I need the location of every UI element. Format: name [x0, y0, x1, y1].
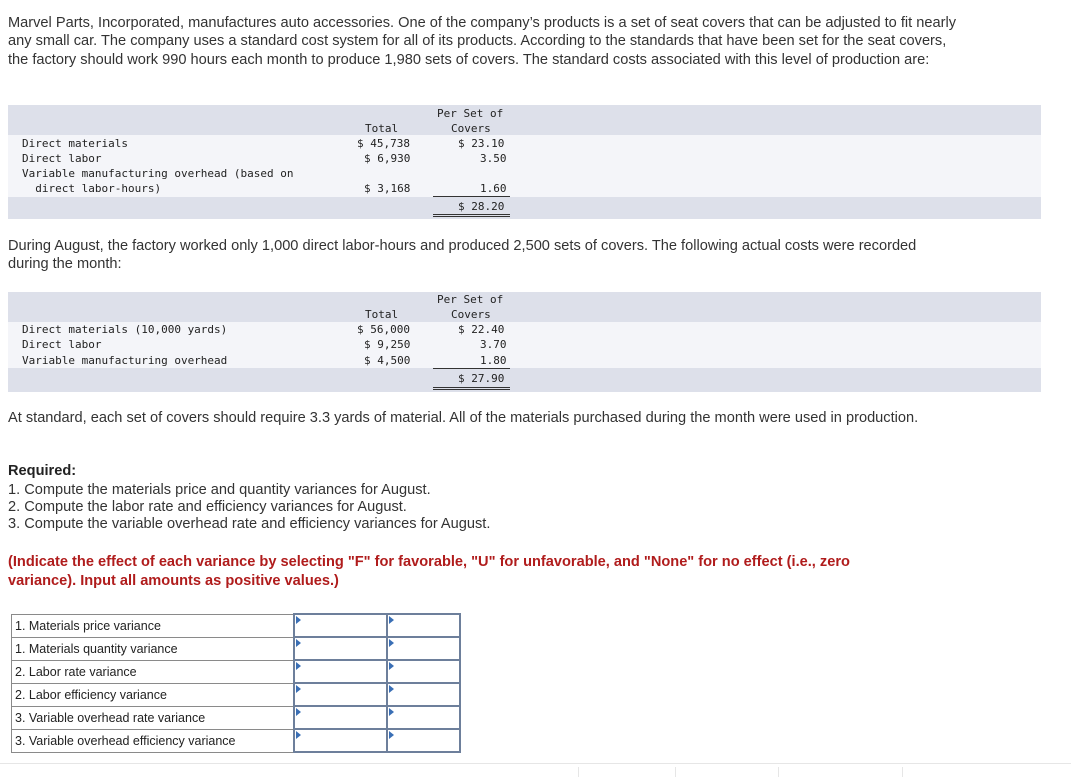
- answer-row: [12, 637, 461, 660]
- bottom-divider-tick: [902, 767, 903, 777]
- dropdown-marker-icon: [389, 685, 394, 693]
- standard-row-per-set: $ 23.10: [458, 137, 505, 150]
- answer-row-label: 3. Variable overhead efficiency variance: [12, 729, 295, 752]
- standard-paragraph: At standard, each set of covers should require 3.3 yards of material. All of the materials purchased during the month were used in production.: [8, 410, 919, 426]
- answer-row-label: 2. Labor rate variance: [12, 660, 295, 683]
- standard-subtotal-underline: [433, 196, 510, 197]
- field-marker-icon: [296, 616, 301, 624]
- answer-row: [12, 614, 461, 637]
- field-marker-icon: [296, 662, 301, 670]
- field-marker-icon: [296, 731, 301, 739]
- standard-row-label-continued: direct labor-hours): [22, 182, 162, 195]
- effect-select[interactable]: [387, 683, 460, 706]
- actual-grand-total: $ 27.90: [458, 372, 505, 385]
- answer-row: [12, 706, 461, 729]
- bottom-divider-tick: [578, 767, 579, 777]
- actual-row-per-set: 3.70: [480, 338, 507, 351]
- answer-row-label: 3. Variable overhead rate variance: [12, 706, 295, 729]
- amount-input[interactable]: [294, 729, 387, 752]
- amount-input[interactable]: [294, 660, 387, 683]
- august-paragraph: During August, the factory worked only 1,000 direct labor-hours and produced 2,500 sets of covers. The following actual costs were recorded during the month:: [8, 238, 917, 273]
- answer-row: [12, 660, 461, 683]
- dropdown-marker-icon: [389, 662, 394, 670]
- answer-row-label: 1. Materials price variance: [12, 614, 295, 637]
- actual-subtotal-underline: [433, 368, 510, 369]
- actual-table-header-bg: [8, 292, 1041, 322]
- field-marker-icon: [296, 708, 301, 716]
- required-item: 3. Compute the variable overhead rate and efficiency variances for August.: [8, 516, 491, 532]
- instruction-note: (Indicate the effect of each variance by selecting "F" for favorable, "U" for unfavorable, and "None" for no effect (i.e., zero variance). Input all amounts as positive values.): [8, 554, 850, 589]
- answer-table: [11, 613, 461, 753]
- answer-row-label: 1. Materials quantity variance: [12, 637, 295, 660]
- actual-row-label: Variable manufacturing overhead: [22, 354, 228, 367]
- dropdown-marker-icon: [389, 616, 394, 624]
- effect-select[interactable]: [387, 637, 460, 660]
- standard-header-total: Total: [365, 122, 399, 135]
- effect-select[interactable]: [387, 660, 460, 683]
- actual-header-total: Total: [365, 308, 399, 321]
- dropdown-marker-icon: [389, 639, 394, 647]
- field-marker-icon: [296, 685, 301, 693]
- standard-table-header-bg: [8, 105, 1041, 135]
- amount-input[interactable]: [294, 637, 387, 660]
- actual-row-total: $ 56,000: [357, 323, 410, 336]
- actual-table-footer-bg: [8, 368, 1041, 392]
- standard-total-double-underline: [433, 214, 510, 215]
- standard-row-total: $ 6,930: [364, 152, 411, 165]
- standard-table-footer-bg: [8, 197, 1041, 219]
- standard-row-per-set: 3.50: [480, 152, 507, 165]
- actual-total-double-underline: [433, 387, 510, 388]
- standard-total-double-underline: [433, 216, 510, 217]
- standard-header-per-set-2: Covers: [451, 122, 491, 135]
- field-marker-icon: [296, 639, 301, 647]
- standard-row-label: Variable manufacturing overhead (based on: [22, 167, 294, 180]
- amount-input[interactable]: [294, 706, 387, 729]
- bottom-divider-tick: [675, 767, 676, 777]
- answer-row: [12, 729, 461, 752]
- answer-row: [12, 683, 461, 706]
- actual-row-total: $ 9,250: [364, 338, 411, 351]
- dropdown-marker-icon: [389, 731, 394, 739]
- actual-row-per-set: $ 22.40: [458, 323, 505, 336]
- standard-row-total: $ 45,738: [357, 137, 410, 150]
- answer-row-label: 2. Labor efficiency variance: [12, 683, 295, 706]
- standard-row-label: Direct materials: [22, 137, 128, 150]
- dropdown-marker-icon: [389, 708, 394, 716]
- bottom-divider-tick: [778, 767, 779, 777]
- required-item: 2. Compute the labor rate and efficiency variances for August.: [8, 499, 407, 515]
- effect-select[interactable]: [387, 614, 460, 637]
- actual-header-per-set-2: Covers: [451, 308, 491, 321]
- standard-row-total: $ 3,168: [364, 182, 411, 195]
- standard-header-per-set-1: Per Set of: [437, 107, 504, 120]
- actual-row-label: Direct materials (10,000 yards): [22, 323, 228, 336]
- bottom-divider: [0, 763, 1071, 764]
- actual-row-per-set: 1.80: [480, 354, 507, 367]
- required-item: 1. Compute the materials price and quantity variances for August.: [8, 482, 431, 498]
- amount-input[interactable]: [294, 683, 387, 706]
- intro-paragraph: Marvel Parts, Incorporated, manufactures auto accessories. One of the company’s products is a set of seat covers that can be adjusted to fit nearly any small car. The company uses a standard cost system for all of its products. According to the standards that have been set for the seat covers, the factory should work 990 hours each month to produce 1,980 sets of covers. The standard costs associated with this level of production are:: [8, 15, 957, 68]
- actual-row-total: $ 4,500: [364, 354, 411, 367]
- standard-row-per-set: 1.60: [480, 182, 507, 195]
- effect-select[interactable]: [387, 729, 460, 752]
- actual-header-per-set-1: Per Set of: [437, 293, 504, 306]
- actual-total-double-underline: [433, 389, 510, 390]
- effect-select[interactable]: [387, 706, 460, 729]
- amount-input[interactable]: [294, 614, 387, 637]
- actual-row-label: Direct labor: [22, 338, 102, 351]
- required-title: Required:: [8, 463, 77, 479]
- standard-row-label: Direct labor: [22, 152, 102, 165]
- standard-grand-total: $ 28.20: [458, 200, 505, 213]
